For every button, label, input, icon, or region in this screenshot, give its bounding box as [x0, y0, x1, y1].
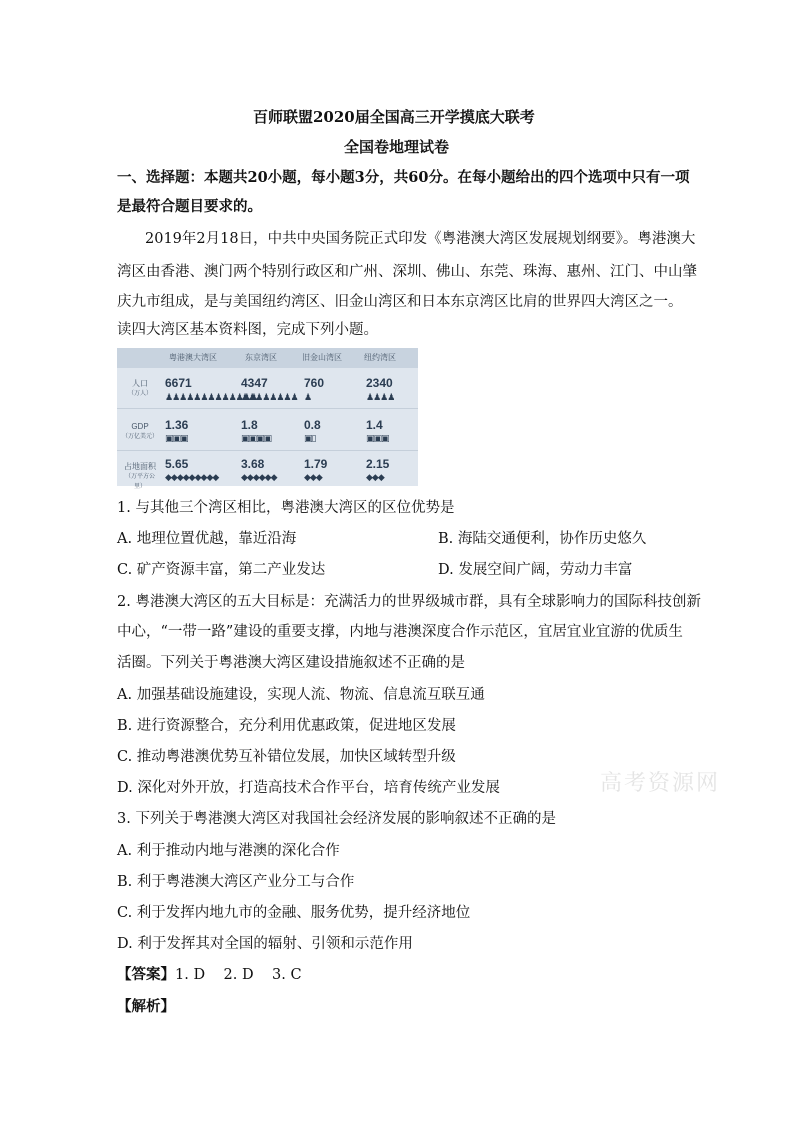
value-cell: 1.79: [304, 457, 328, 471]
diamond-icon-row: ◆◆◆: [366, 472, 384, 482]
question-2-stem-line1: 2. 粤港澳大湾区的五大目标是：充满活力的世界级城市群，具有全球影响力的国际科技创新: [117, 594, 701, 610]
question-1-stem: 1. 与其他三个湾区相比，粤港澳大湾区的区位优势是: [117, 500, 455, 516]
money-icon-row: ▣▣▣: [165, 433, 188, 443]
money-icon-row: ▣▣▣▣: [241, 433, 272, 443]
question-3-option-c: C. 利于发挥内地九市的金融、服务优势，提升经济地位: [117, 905, 471, 921]
question-2-stem-line3: 活圈。下列关于粤港澳大湾区建设措施叙述不正确的是: [117, 655, 465, 671]
question-3-option-d: D. 利于发挥其对全国的辐射、引领和示范作用: [117, 936, 413, 952]
value-cell: 2340: [366, 376, 393, 390]
value-cell: 760: [304, 376, 325, 390]
column-header: 东京湾区: [245, 353, 277, 362]
row-unit-text: （万平方公里）: [124, 474, 155, 490]
row-label-text: 占地面积: [124, 462, 156, 471]
row-unit-text: （万人）: [127, 391, 152, 397]
column-header: 粤港澳大湾区: [169, 353, 217, 362]
intro-line2: 湾区由香港、澳门两个特别行政区和广州、深圳、佛山、东莞、珠海、惠州、江门、中山肇: [117, 264, 697, 280]
row-unit-text: （万亿美元）: [121, 434, 158, 440]
person-icon-row: ♟♟♟♟: [366, 392, 395, 402]
diamond-icon-row: ◆◆◆◆◆◆◆◆◆: [165, 472, 219, 482]
question-1-option-d: D. 发展空间广阔，劳动力丰富: [438, 562, 633, 578]
row-divider: [117, 408, 418, 409]
question-1-option-a: A. 地理位置优越，靠近沿海: [117, 531, 297, 547]
bay-area-infographic: [117, 348, 418, 490]
diamond-icon-row: ◆◆◆◆◆◆: [241, 472, 277, 482]
answer-label: 【答案】: [117, 966, 175, 983]
question-2-option-a: A. 加强基础设施建设，实现人流、物流、信息流互联互通: [117, 687, 485, 703]
section-heading-line2: 是最符合题目要求的。: [117, 198, 262, 215]
intro-line3: 庆九市组成，是与美国纽约湾区、旧金山湾区和日本东京湾区比肩的世界四大湾区之一。: [117, 294, 683, 310]
diamond-icon-row: ◆◆◆: [304, 472, 322, 482]
row-label-gdp: [121, 422, 159, 442]
value-cell: 0.8: [304, 418, 321, 432]
row-label-text: 人口: [132, 379, 148, 388]
question-1-option-c: C. 矿产资源丰富，第二产业发达: [117, 562, 326, 578]
question-3-stem: 3. 下列关于粤港澳大湾区对我国社会经济发展的影响叙述不正确的是: [117, 811, 556, 827]
question-2-option-b: B. 进行资源整合，充分利用优惠政策，促进地区发展: [117, 718, 456, 734]
question-1-option-b: B. 海陆交通便利，协作历史悠久: [438, 531, 647, 547]
question-3-option-a: A. 利于推动内地与港澳的深化合作: [117, 843, 340, 859]
row-label-area: [121, 462, 159, 492]
value-cell: 1.8: [241, 418, 258, 432]
intro-line4: 读四大湾区基本资料图，完成下列小题。: [117, 322, 378, 338]
intro-line1: 2019年2月18日，中共中央国务院正式印发《粤港澳大湾区发展规划纲要》。粤港澳大: [145, 231, 696, 247]
question-3-option-b: B. 利于粤港澳大湾区产业分工与合作: [117, 874, 355, 890]
money-icon-row: ▣▣▣: [366, 433, 389, 443]
question-2-option-c: C. 推动粤港澳优势互补错位发展，加快区域转型升级: [117, 749, 456, 765]
row-label-text: GDP: [131, 422, 149, 431]
value-cell: 2.15: [366, 457, 390, 471]
value-cell: 1.4: [366, 418, 383, 432]
question-2-option-d: D. 深化对外开放，打造高技术合作平台，培育传统产业发展: [117, 780, 500, 796]
answer-line: [117, 965, 302, 985]
analysis-label: 【解析】: [117, 998, 175, 1015]
section-heading-line1: 一、选择题：本题共20小题，每小题3分，共60分。在每小题给出的四个选项中只有一项: [117, 169, 690, 186]
person-icon-row: ♟♟♟♟♟♟♟♟: [241, 392, 298, 402]
money-icon-row: ▣▯: [304, 433, 316, 443]
person-icon-row: ♟: [304, 392, 312, 402]
column-header: 纽约湾区: [364, 353, 396, 362]
row-label-population: [121, 379, 159, 399]
page-title: 百师联盟2020届全国高三开学摸底大联考: [253, 108, 535, 126]
value-cell: 5.65: [165, 457, 189, 471]
row-divider: [117, 450, 418, 451]
value-cell: 6671: [165, 376, 192, 390]
person-icon-row: ♟♟♟♟♟♟♟♟♟♟♟♟♟: [165, 392, 257, 402]
column-header: 旧金山湾区: [302, 353, 342, 362]
value-cell: 4347: [241, 376, 268, 390]
watermark: 高考资源网: [600, 771, 721, 796]
value-cell: 3.68: [241, 457, 265, 471]
value-cell: 1.36: [165, 418, 189, 432]
page-subtitle: 全国卷地理试卷: [344, 138, 450, 156]
question-2-stem-line2: 中心，“一带一路”建设的重要支撑，内地与港澳深度合作示范区，宜居宜业宜游的优质生: [117, 624, 683, 640]
answer-text: 1. D 2. D 3. C: [175, 967, 302, 983]
